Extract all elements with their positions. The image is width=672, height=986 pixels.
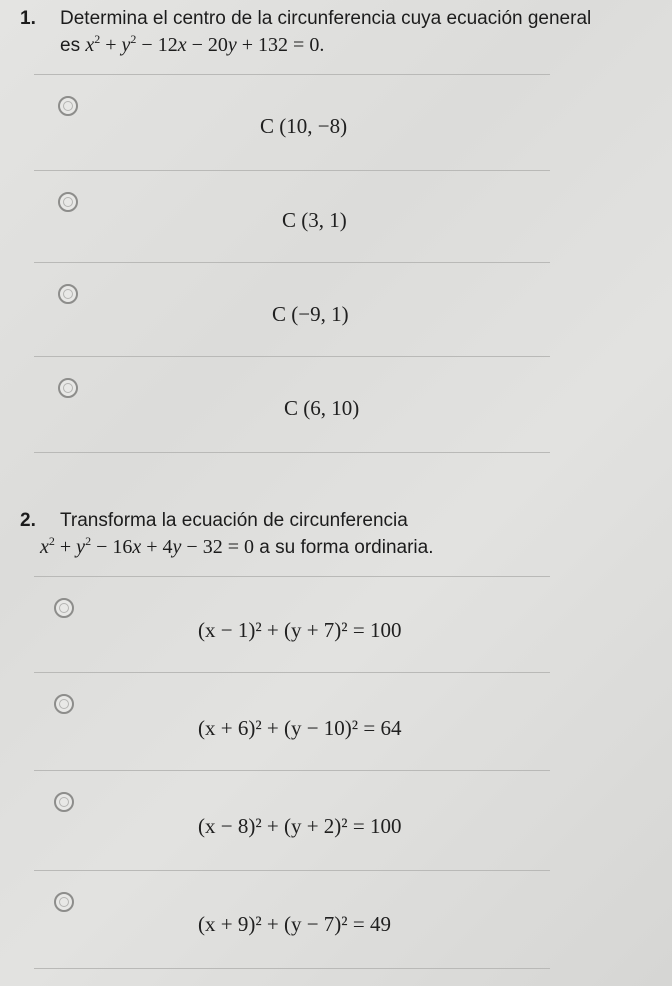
option-1d-text[interactable]: C (6, 10): [284, 396, 360, 420]
divider: [34, 672, 550, 673]
question-1-number: 1.: [20, 8, 36, 29]
option-2d-text[interactable]: (x + 9)² + (y − 7)² = 49: [198, 912, 391, 936]
divider: [34, 576, 550, 577]
question-2-number: 2.: [20, 510, 36, 531]
option-1b-text[interactable]: C (3, 1): [282, 208, 347, 232]
option-2a-text[interactable]: (x − 1)² + (y + 7)² = 100: [198, 618, 402, 642]
option-2b-text[interactable]: (x + 6)² + (y − 10)² = 64: [198, 716, 402, 740]
question-2-equation: $x^2 + y^2 - 16x + 4y - 32 = 0$: [40, 534, 254, 558]
question-1-prompt-line1: Determina el centro de la circunferencia cuya ecuación general: [60, 8, 592, 29]
question-2-prompt-line1: Transforma la ecuación de circunferencia: [60, 510, 408, 531]
question-2-prompt-line2: [40, 534, 434, 561]
question-1-prompt-prefix: es: [60, 35, 81, 56]
radio-icon[interactable]: [54, 598, 74, 618]
option-2c-text[interactable]: (x − 8)² + (y + 2)² = 100: [198, 814, 402, 838]
option-1a-text[interactable]: C (10, −8): [260, 114, 348, 138]
question-2-title: [20, 508, 408, 534]
question-1-equation: $x^2 + y^2 - 12x - 20y + 132 = 0$.: [85, 32, 325, 56]
divider: [34, 968, 550, 969]
question-2-prompt-suffix: a su forma ordinaria.: [259, 537, 434, 558]
radio-icon[interactable]: [54, 694, 74, 714]
radio-icon[interactable]: [54, 792, 74, 812]
divider: [34, 770, 550, 771]
option-1c-text[interactable]: C (−9, 1): [272, 302, 349, 326]
divider: [34, 870, 550, 871]
radio-icon[interactable]: [54, 892, 74, 912]
